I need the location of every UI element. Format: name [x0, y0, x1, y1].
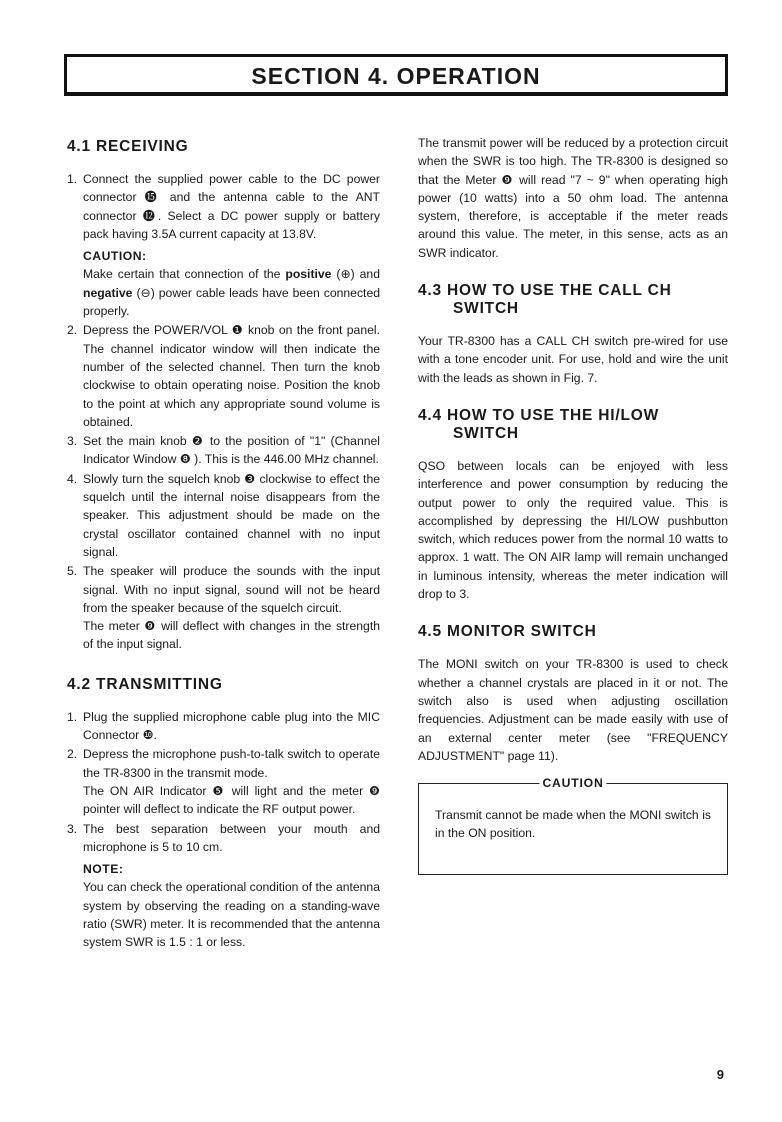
list-item: 5. The speaker will produce the sounds with the input signal. With no input signal, sound will not be heard from the speaker because of the squelch circuit. The meter ❾ will deflect with changes in the strength of the input signal. [67, 562, 380, 653]
caution-head: CAUTION: [83, 249, 147, 264]
monitor-heading: 4.5 MONITOR SWITCH [418, 623, 597, 641]
hilow-text: QSO between locals can be enjoyed with less interference and power consumption by reducing the output power to only the required value. This is accomplished by depressing the HI/LOW pushbutton switch, which reduces power from the normal 10 watts to approx. 1 watt. The ON AIR lamp will remain unchanged in luminous intensity, whereas the meter indication will drop to 3. [418, 458, 728, 602]
transmitting-item-1: Plug the supplied microphone cable plug into the MIC Connector ❿. [83, 709, 380, 743]
receiving-heading: 4.1 RECEIVING [67, 138, 189, 155]
list-item: 3. Set the main knob ❷ to the position of "1" (Channel Indicator Window ❽ ). This is the 446.00 MHz channel. [67, 432, 380, 469]
caution-box-label: CAUTION [539, 776, 606, 790]
caution-text: Make certain that connection of the positive (⊕) and negative (⊖) power cable leads have been connected properly. [83, 267, 380, 319]
note-head: NOTE: [83, 862, 124, 877]
section-title: SECTION 4. OPERATION [251, 63, 541, 89]
call-ch-heading: 4.3 HOW TO USE THE CALL CH SWITCH [418, 282, 672, 318]
list-item: 1. Connect the supplied power cable to the DC power connector ⓯ and the antenna cable to the ANT connector ⓬. Select a DC power supply or battery pack having 3.5A current capacity at 13.8V. CAUTION: Make certain that connection of the positive (⊕) and negative (⊖) power cable leads have been connected properly. [67, 170, 380, 320]
receiving-item-2: Depress the POWER/VOL ❶ knob on the front panel. The channel indicator window will then indicate the number of the selected channel. Then turn the knob clockwise to obtain operating noise. Position the knob to the point at which any appropriate sound volume is obtained. [83, 323, 380, 429]
caution-box-text: Transmit cannot be made when the MONI switch is in the ON position. [435, 808, 711, 841]
receiving-item-5: The speaker will produce the sounds with the input signal. With no input signal, sound will not be heard from the speaker because of the squelch circuit. [83, 564, 380, 615]
monitor-text: The MONI switch on your TR-8300 is used to check whether a channel crystals are placed in it or not. The switch also is used when adjusting oscillation frequencies. Adjustment can be made easily with use of an external center meter (see "FREQUENCY ADJUSTMENT" page 11). [418, 657, 728, 763]
page-number: 9 [716, 1067, 724, 1082]
transmitting-item-2-extra: The ON AIR Indicator ❺ will light and the meter ❾ pointer will deflect to indicate the RF output power. [83, 783, 380, 817]
transmitting-list [67, 708, 380, 952]
transmitting-item-3: The best separation between your mouth and microphone is 5 to 10 cm. [83, 821, 380, 854]
receiving-list [67, 170, 380, 654]
receiving-item-5-extra: The meter ❾ will deflect with changes in the strength of the input signal. [83, 619, 380, 652]
list-item: 3. The best separation between your mouth and microphone is 5 to 10 cm. NOTE: You can check the operational condition of the antenna system by observing the reading on a standing-wave ratio (SWR) meter. It is recommended that the antenna system SWR is 1.5 : 1 or less. [67, 820, 380, 952]
note-text: You can check the operational condition of the antenna system by observing the reading on a standing-wave ratio (SWR) meter. It is recommended that the antenna system SWR is 1.5 : 1 or less. [83, 880, 380, 950]
transmitting-heading: 4.2 TRANSMITTING [67, 675, 223, 693]
left-column [67, 128, 380, 953]
list-item: 2. Depress the POWER/VOL ❶ knob on the front panel. The channel indicator window will then indicate the number of the selected channel. Then turn the knob clockwise to obtain operating noise. Position the knob to the point at which any appropriate sound volume is obtained. [67, 321, 380, 431]
receiving-item-1: Connect the supplied power cable to the DC power connector ⓯ and the antenna cable to the ANT connector ⓬. Select a DC power supply or battery pack having 3.5A current capacity at 13.8V. [83, 172, 380, 241]
receiving-item-3: Set the main knob ❷ to the position of "1" (Channel Indicator Window ❽ ). This is the 446.00 MHz channel. [83, 434, 380, 467]
section-header-box [64, 54, 728, 96]
right-column [418, 134, 728, 875]
list-item: 2. Depress the microphone push-to-talk switch to operate the TR-8300 in the transmit mode. The ON AIR Indicator ❺ will light and the meter ❾ pointer will deflect to indicate the RF output power. [67, 745, 380, 818]
transmitting-item-2: Depress the microphone push-to-talk switch to operate the TR-8300 in the transmit mode. [83, 747, 380, 780]
list-item: 4. Slowly turn the squelch knob ❸ clockwise to effect the squelch until the internal noise disappears from the speaker. This adjustment should be made on the crystal oscillator contained channel with no input signal. [67, 470, 380, 561]
receiving-item-4: Slowly turn the squelch knob ❸ clockwise to effect the squelch until the internal noise disappears from the speaker. This adjustment should be made on the crystal oscillator contained channel with no input signal. [83, 471, 380, 559]
swr-intro-text: The transmit power will be reduced by a protection circuit when the SWR is too high. The TR-8300 is designed so that the Meter ❾ will read "7 ~ 9" when operating high power (10 watts) into a 50 ohm load. The antenna system, therefore, is acceptable if the meter reads around this value. The meter, in this sense, acts as an SWR indicator. [418, 136, 728, 260]
call-ch-text: Your TR-8300 has a CALL CH switch pre-wired for use with a tone encoder unit. For use, hold and wire the unit with the leads as shown in Fig. 7. [418, 334, 728, 385]
hilow-heading: 4.4 HOW TO USE THE HI/LOW SWITCH [418, 406, 660, 442]
caution-box [418, 776, 728, 875]
list-item: 1. Plug the supplied microphone cable plug into the MIC Connector ❿. [67, 708, 380, 745]
